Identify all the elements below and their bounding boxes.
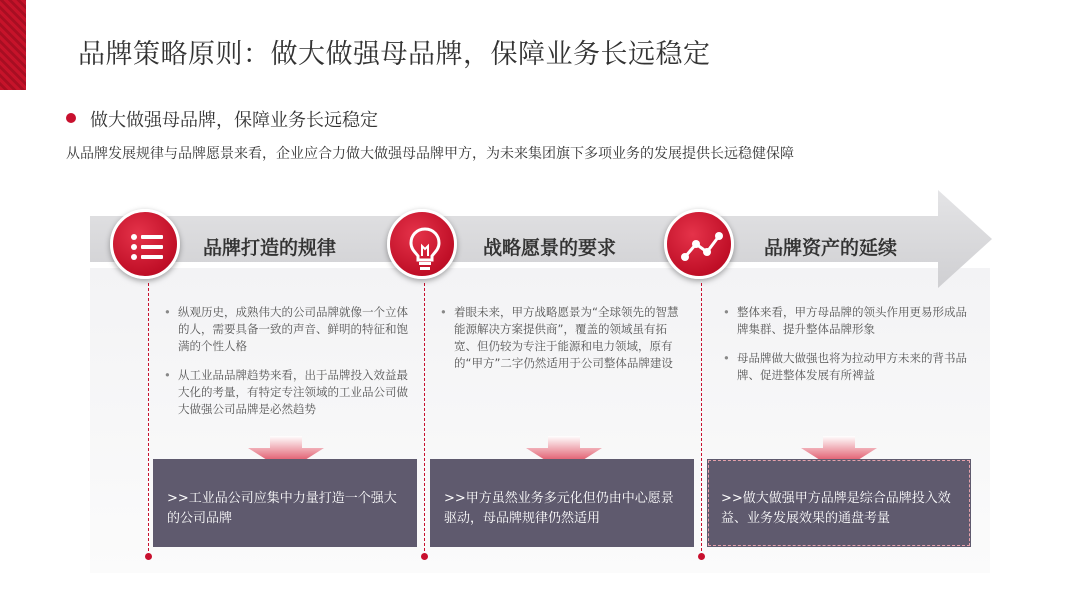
step-3-bullet: • 母品牌做大做强也将为拉动甲方未来的背书品牌、促进整体发展有所裨益 (723, 350, 968, 384)
step-2-bullets (440, 304, 685, 384)
timeline-line-3 (701, 283, 702, 551)
description: 从品牌发展规律与品牌愿景来看，企业应合力做大做强母品牌甲方，为未来集团旗下多项业务的发展提供长远稳健保障 (66, 146, 794, 162)
subheading: 做大做强母品牌，保障业务长远稳定 (90, 110, 378, 131)
step-3-bullet: • 整体来看，甲方母品牌的领头作用更易形成品牌集群、提升整体品牌形象 (723, 304, 968, 338)
timeline-dot-2 (421, 553, 428, 560)
lightbulb-icon (390, 212, 460, 282)
step-2-bullet: • 着眼未来，甲方战略愿景为“全球领先的智慧能源解决方案提供商”，覆盖的领域虽有拓宽、但仍较为专注于能源和电力领域，原有的“甲方”二字仍然适用于公司整体品牌建设 (440, 304, 685, 372)
step-3-title: 品牌资产的延续 (764, 237, 898, 259)
trend-chart-icon (667, 212, 737, 282)
step-2-conclusion-box: >>甲方虽然业务多元化但仍由中心愿景驱动，母品牌规律仍然适用 (430, 459, 694, 547)
step-3-bullets (723, 304, 968, 396)
list-icon (113, 212, 183, 282)
step-1-icon-circle (110, 209, 180, 279)
step-1-bullets (164, 304, 409, 430)
page-title: 品牌策略原则：做大做强母品牌，保障业务长远稳定 (78, 39, 711, 70)
step-3-icon-circle (664, 209, 734, 279)
timeline-dot-1 (145, 553, 152, 560)
step-1-conclusion-box: >>工业品公司应集中力量打造一个强大的公司品牌 (153, 459, 417, 547)
step-1-bullet: • 纵观历史，成熟伟大的公司品牌就像一个立体的人，需要具备一致的声音、鲜明的特征和饱满的个性人格 (164, 304, 409, 355)
step-1-title: 品牌打造的规律 (203, 237, 337, 259)
step-2-icon-circle (387, 209, 457, 279)
timeline-dot-3 (698, 553, 705, 560)
corner-accent (0, 0, 26, 90)
step-3-conclusion-box: >>做大做强甲方品牌是综合品牌投入效益、业务发展效果的通盘考量 (707, 459, 971, 547)
step-2-title: 战略愿景的要求 (483, 237, 617, 259)
step-1-bullet: • 从工业品品牌趋势来看，出于品牌投入效益最大化的考量，有特定专注领域的工业品公司做大做强公司品牌是必然趋势 (164, 367, 409, 418)
subheading-bullet (66, 113, 76, 123)
timeline-line-1 (148, 283, 149, 551)
timeline-line-2 (424, 283, 425, 551)
